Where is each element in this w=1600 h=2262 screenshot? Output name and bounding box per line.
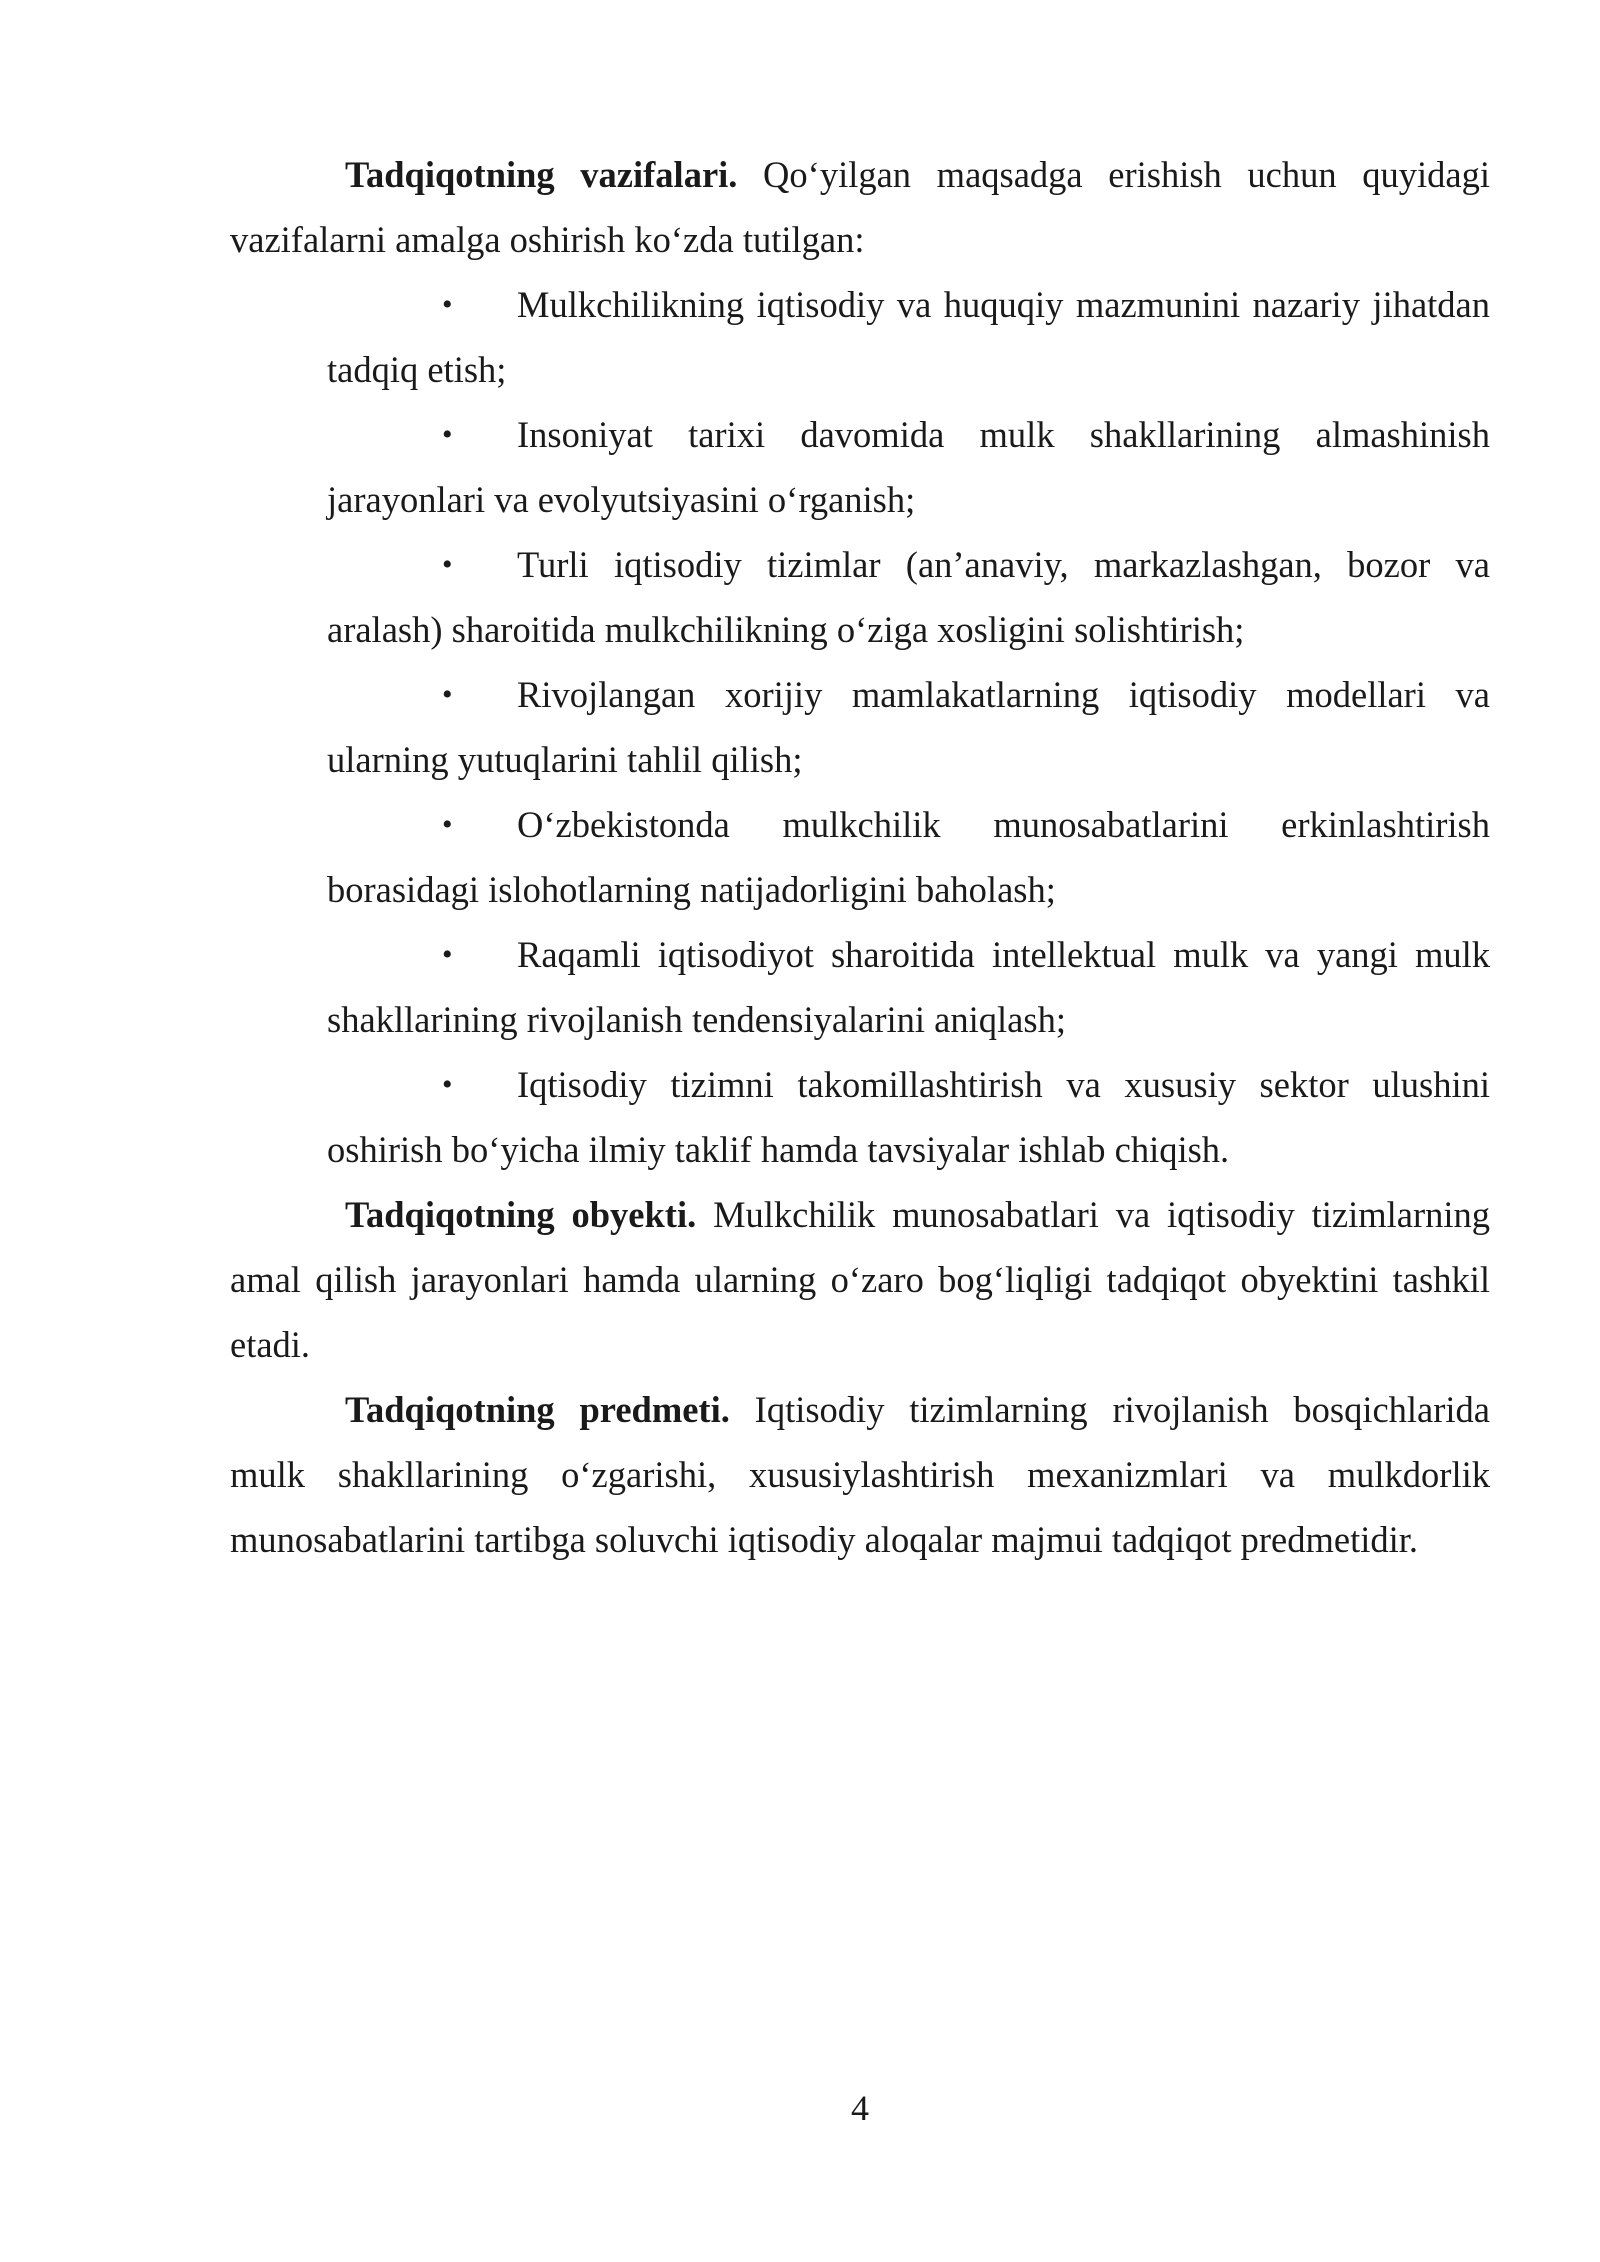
document-page bbox=[230, 142, 1490, 1572]
bullet-icon: • bbox=[442, 1068, 453, 1101]
list-item bbox=[327, 922, 1490, 1052]
list-item bbox=[327, 662, 1490, 792]
tasks-heading: Tadqiqotning vazifalari. bbox=[345, 154, 738, 195]
object-text: Mulkchilik munosabatlari va iqtisodiy tizimlarning amal qilish jarayonlari hamda ularning o‘zaro bog‘liqligi tadqiqot obyektini tashkil etadi. bbox=[230, 1194, 1490, 1365]
bullet-icon: • bbox=[442, 678, 453, 711]
subject-text: Iqtisodiy tizimlarning rivojlanish bosqichlarida mulk shakllarining o‘zgarishi, xususiylashtirish mexanizmlari va mulkdorlik munosabatlarini tartibga soluvchi iqtisodiy aloqalar majmui tadqiqot predmetidir. bbox=[230, 1389, 1490, 1560]
tasks-intro: Qo‘yilgan maqsadga erishish uchun quyidagi vazifalarni amalga oshirish ko‘zda tutilgan: bbox=[230, 154, 1490, 260]
object-paragraph bbox=[230, 1182, 1490, 1377]
list-item bbox=[327, 792, 1490, 922]
list-item-text: Iqtisodiy tizimni takomillashtirish va xususiy sektor ulushini oshirish bo‘yicha ilmiy taklif hamda tavsiyalar ishlab chiqish. bbox=[327, 1064, 1490, 1170]
list-item bbox=[327, 402, 1490, 532]
object-heading: Tadqiqotning obyekti. bbox=[345, 1194, 697, 1235]
list-item-text: Insoniyat tarixi davomida mulk shakllarining almashinish jarayonlari va evolyutsiyasini o‘rganish; bbox=[327, 414, 1490, 520]
bullet-icon: • bbox=[442, 288, 453, 321]
subject-paragraph bbox=[230, 1377, 1490, 1572]
page-number: 4 bbox=[851, 2088, 869, 2128]
bullet-icon: • bbox=[442, 548, 453, 581]
subject-heading: Tadqiqotning predmeti. bbox=[345, 1389, 730, 1430]
list-item-text: Raqamli iqtisodiyot sharoitida intellektual mulk va yangi mulk shakllarining rivojlanish tendensiyalarini aniqlash; bbox=[327, 934, 1490, 1040]
bullet-icon: • bbox=[442, 808, 453, 841]
list-item bbox=[327, 272, 1490, 402]
bullet-icon: • bbox=[442, 938, 453, 971]
list-item bbox=[327, 532, 1490, 662]
list-item-text: Mulkchilikning iqtisodiy va huquqiy mazmunini nazariy jihatdan tadqiq etish; bbox=[327, 284, 1490, 390]
list-item-text: Turli iqtisodiy tizimlar (an’anaviy, markazlashgan, bozor va aralash) sharoitida mulkchilikning o‘ziga xosligini solishtirish; bbox=[327, 544, 1490, 650]
tasks-paragraph bbox=[230, 142, 1490, 272]
tasks-list bbox=[230, 272, 1490, 1182]
list-item-text: Rivojlangan xorijiy mamlakatlarning iqtisodiy modellari va ularning yutuqlarini tahlil qilish; bbox=[327, 674, 1490, 780]
list-item bbox=[327, 1052, 1490, 1182]
bullet-icon: • bbox=[442, 418, 453, 451]
list-item-text: O‘zbekistonda mulkchilik munosabatlarini erkinlashtirish borasidagi islohotlarning natijadorligini baholash; bbox=[327, 804, 1490, 910]
